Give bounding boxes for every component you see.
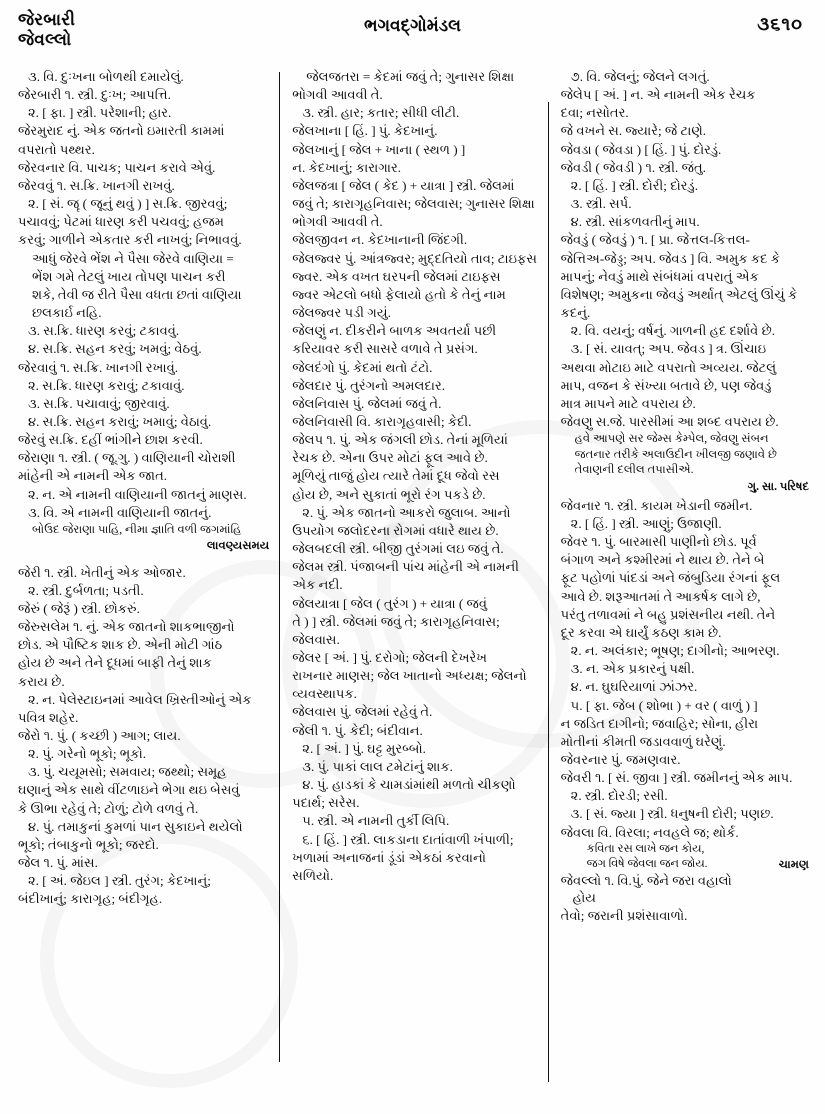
entry-continuation: માત્ર માપને માટે વપરાય છે. — [560, 395, 696, 411]
entry-continuation: માંહેની એ નામની એક જાત. — [18, 468, 168, 484]
entry-continuation: બંગાળ અને કશ્મીરમાં ને થાય છે. તેને બે — [560, 552, 765, 568]
entry-continuation: કરિયાવર કરી સાસરે વળાવે તે પ્રસંગ. — [292, 341, 478, 357]
page-header — [12, 10, 813, 66]
entry-sense: ૩. [ સં. યાવત્; અપ. જેવડ ] ત્ર. ઊંચાઇ — [570, 341, 767, 357]
entry-sense: ૬. [ હિં. ] સ્ત્રી. લાકડાના દાતાંવાળી ખંપાળી; — [302, 831, 514, 847]
entry-continuation: ખળામાં અનાજનાં ડૂંડાં એકઠાં કરવાનો — [292, 849, 487, 865]
entry-continuation: રેચક છે. એના ઉપર મોટાં ફૂલ આવે છે. — [292, 450, 488, 466]
dictionary-entry: જેરબારી ૧. સ્ત્રી. દુઃખ; આપત્તિ. — [18, 87, 171, 103]
entry-continuation: હોય છે અને તેને દૂધમાં બાફી તેનું શાક — [18, 655, 212, 671]
dictionary-entry: જેવરનાર પું. જમણવાર. — [560, 751, 681, 767]
dictionary-entry: જેલદાર પું. તુરંગનો અમલદાર. — [292, 377, 446, 393]
entry-continuation: કરવું; ગાળીને એકતાર કરી નાખવું; નિભાવવું. — [18, 232, 242, 248]
entry-continuation: આવે છે. શરૂઆતમાં તે આકર્ષક લાગે છે, — [560, 588, 761, 604]
entry-continuation: જેલવાસ. — [292, 631, 340, 647]
entry-sense: ૩. પું. ચયૂમસો; સમવાય; જથ્થો; સમૂહ — [28, 764, 227, 780]
entry-sense: ૪. સ.ક્રિ. સહન કરાવું; ખમાવું; વેઠાવું. — [28, 413, 212, 429]
dictionary-entry: જેલેપ [ અં. ] ન. એ નામની એક રેચક — [560, 87, 756, 103]
entry-continuation: સળિયો. — [292, 867, 334, 883]
entry-sense: ૨. પું. ગરેનો ભૂકો; ભૂકો. — [28, 746, 147, 762]
column-2 — [280, 68, 547, 1104]
dictionary-entry: જેલજીવન ન. કેદખાનાની જિંદગી. — [292, 232, 468, 248]
dictionary-entry: જેવનાર ૧. સ્ત્રી. કાયમ ખેડાની જમીન. — [560, 497, 753, 513]
dictionary-entry: જેલપ ૧. પું. એક જંગલી છોડ. તેનાં મૂળિયાં — [292, 432, 508, 448]
entry-example: ભેંશ ગમે તેટલું ખાય તોપણ પાચન કરી — [32, 268, 226, 284]
entry-sense: ૩. સ.ક્રિ. પચાવાવું; જીરવાવું. — [28, 395, 170, 411]
entry-sense: ૨. [ અં. ] પું. ઘટ્ટ મુરબ્બો. — [302, 740, 426, 756]
dictionary-entry: જેલમ સ્ત્રી. પંજાબની પાંચ માંહેની એ નામની — [292, 559, 520, 575]
entry-continuation: ભોગવી આવવી તે. — [292, 214, 383, 230]
entry-continuation: કરાય છે. — [18, 673, 65, 689]
dictionary-entry: જેલદંગો પું. કેદમાં થતો ટંટો. — [292, 359, 433, 375]
entry-example: આધું જેરવે ભેંશ ને પૈસા જેરવે વાણિયા = — [32, 250, 234, 266]
entry-sense: ૫. સ્ત્રી. એ નામની તુર્કી લિપિ. — [302, 813, 450, 829]
dictionary-entry: જેવલા વિ. વિરલા; નવહલે જ; થોર્ક. — [560, 824, 739, 840]
dictionary-entry: જેલજ્વર પું. આંત્રજ્વર; મુદ્દતિયો તાવ; ટાઇફસ — [292, 250, 537, 266]
entry-sense: ૨. [ હિં. ] સ્ત્રી. આણું; ઉજાણી. — [570, 515, 722, 531]
dictionary-entry: જેલવાસ પું. જેલમાં રહેવું તે. — [292, 704, 433, 720]
dictionary-entry: જેરવાવું ૧. સ.ક્રિ. ખાનગી રખાવું. — [18, 359, 179, 375]
dictionary-entry: જેરો ૧. પું. ( કચ્છી ) આગ; લાય. — [18, 727, 181, 743]
entry-sense: ૩. સ્ત્રી. સર્પ. — [570, 196, 632, 212]
entry-quotation: જતનાર તરીકે અલાઉદીન ખીલજી જણાવે છે — [574, 447, 777, 461]
entry-quotation: બોઉદ જેરાણા પાહિ, નીમા જ્ઞાતિ વળી જગમાંહિ — [32, 522, 242, 536]
entry-continuation: ન. કેદખાનું; કારાગાર. — [292, 159, 402, 175]
entry-continuation: મૂળિયું તાજું હોય ત્યારે તેમાં દૂધ જેવો રસ — [292, 468, 500, 484]
column-3 — [549, 68, 813, 1104]
entry-continuation: દૂર કરવા એ ઘાર્યું કઠણ કામ છે. — [560, 624, 722, 640]
entry-continuation: કદનું. — [560, 305, 591, 321]
entry-continuation: વ્યવસ્થાપક. — [292, 686, 357, 702]
entry-sense: ૪. સ.ક્રિ. સહન કરવું; ખમવું; વેઠવું. — [28, 341, 202, 357]
dictionary-entry: જેલખાના [ હિં. ] પું. કેદખાનું. — [292, 123, 438, 139]
entry-continuation: ઘણાનું એક સાથે વીંટળાઇને ભેગા થઇ બેસવું — [18, 782, 240, 798]
entry-continuation: જ્વર. એક વખત ઘરપની જેલમાં ટાઇફસ — [292, 268, 501, 284]
entry-verse-quotation: જગ વિષે જેવલા જન જોય. ચામણ — [586, 857, 810, 871]
entry-example: છલકાર્ઇ નહિ. — [32, 305, 102, 321]
book-title: ભગવદ્ગોમંડલ — [364, 16, 461, 35]
dictionary-entry: જેલણું ન. દીકરીને બાળક અવતર્યા પછી — [292, 323, 497, 339]
guide-word-first: જેરબારી — [18, 10, 76, 29]
entry-continuation: ભોગવી આવવી તે. — [292, 87, 383, 103]
dictionary-entry: જેલનિવાસ પું. જેલમાં જવું તે. — [292, 395, 442, 411]
entry-sense: ૪. પું. હાડકાં કે ચામડાંમાંથી મળતો ચીકણો — [302, 777, 516, 793]
entry-sense: ૨. સ્ત્રી. દુર્બળતા; પડતી. — [28, 582, 144, 598]
dictionary-entry: જેવલ્લો ૧. વિ.પું. જેને જરા વહાલો હોય — [560, 873, 732, 906]
dictionary-entry: જેલ ૧. પું. માંસ. — [18, 855, 98, 871]
dictionary-entry: જેલજત્રા [ જેલ ( કેદ ) + યાત્રા ] સ્ત્રી. જેલમાં — [292, 177, 515, 193]
entry-continuation: પદાર્થ; સરેસ. — [292, 795, 360, 811]
entry-sense: ૩. સ્ત્રી. હાર; કતાર; સીધી લીટી. — [302, 105, 460, 121]
entry-sense: ૩. વિ. દુઃખના બોળથી દમાયેલું. — [28, 69, 184, 84]
entry-continuation: પરંતુ તળાવમાં ને બહુ પ્રશંસનીય નથી. તેને — [560, 606, 776, 622]
entry-continuation: ન જડિત દાગીનો; જવાહિર; સોના, હીરા — [560, 715, 759, 731]
dictionary-entry: જેરવવું ૧. સ.ક્રિ. ખાનગી રાખવું. — [18, 177, 175, 193]
entry-verse-quotation: કવિતા રસ લાખે જન કોય, — [586, 842, 705, 855]
entry-continuation: ફૂટ પહોળાં પાંદડાં અને જંબુડિયા રંગનાં ફૂલ — [560, 570, 781, 586]
entry-continuation: જવું તે; કારાગૃહનિવાસ; જેલવાસ; ગુનાસર શિક્ષા — [292, 196, 535, 212]
dictionary-entry: જેલબદલી સ્ત્રી. બીજી તુરંગમાં લઇ જવું તે. — [292, 541, 504, 557]
entry-sense: ૨. [ હિં. ] સ્ત્રી. દોરી; દોરડું. — [570, 177, 699, 193]
dictionary-entry: જેવરી ૧. [ સં. જીવા ] સ્ત્રી. જમીનનું એક માપ. — [560, 770, 793, 786]
guide-word-last: જેવલ્લો — [18, 30, 72, 50]
entry-sense: ૩. ન. એક પ્રકારનું પક્ષી. — [570, 661, 695, 677]
entry-sense: ૨. વિ. વયનું; વર્ષનું. ગાળની હદ દર્શાવે છે. — [570, 323, 775, 339]
entry-continuation: છોડ. એ પૌષ્ટિક શાક છે. એની મોટી ગાંઠ — [18, 637, 223, 653]
entry-continuation: હોય છે, અને સુકાતાં ભૂરો રંગ પકડે છે. — [292, 486, 486, 502]
dictionary-entry: જેરી ૧. સ્ત્રી. ખેતીનું એક ઓજાર. — [18, 564, 186, 580]
dictionary-entry: જેવડી ( જેવડી ) ૧. સ્ત્રી. જંતુ. — [560, 159, 706, 175]
entry-sense: ૪. ન. ઘુઘરિયાળાં ઝાંઝર. — [570, 679, 698, 695]
dictionary-entry: જે વખને સ. જ્યારે; જે ટાણે. — [560, 123, 707, 139]
entry-sense: ૨. ન. અલંકાર; ભૂષણ; દાગીનો; આભરણ. — [570, 643, 780, 659]
dictionary-entry: જેવડું ( જેવડું ) ૧. [ પ્રા. જેત્તલ-કિત્તલ- — [560, 232, 750, 248]
entry-continuation: કે ઊભા રહેવું તે; ટોળું; ટોળે વળવું તે. — [18, 800, 199, 816]
entry-continuation: તે ) ] સ્ત્રી. જેલમાં જવું તે; કારાગૃહનિવાસ; — [292, 613, 500, 629]
quotation-source: ચામણ — [778, 857, 810, 871]
dictionary-entry: જેરવું સ.ક્રિ. દહીં ભાંગીને છાશ કરવી. — [18, 432, 203, 448]
entry-sense: ૫. [ ફા. જેબ ( શોભા ) + વર ( વાળું ) ] — [570, 697, 758, 713]
dictionary-entry: જેરવનાર વિ. પાચક; પાચન કરાવે એવું. — [18, 159, 216, 175]
entry-sense: ૨. [ સં. જૄ ( જૂનું થવું ) ] સ.ક્રિ. જીરવવું; — [28, 196, 228, 212]
entry-sense: ૩. સ.ક્રિ. ધારણ કરવું; ટકાવવું. — [28, 323, 180, 339]
dictionary-entry: જેવર ૧. પું. બારમાસી પાણીનો છોડ. પૂર્વ — [560, 534, 757, 550]
dictionary-entry: જેરું ( જેરૂં ) સ્ત્રી. છોકરું. — [18, 600, 140, 616]
entry-spacer — [18, 557, 269, 564]
entry-example: શકે, તેવી જ રીતે પૈસા વધતા છતાં વાણિયા — [32, 286, 242, 302]
dictionary-entry: જેલયાત્રા [ જેલ ( તુરંગ ) + યાત્રા ( જવું — [292, 595, 488, 611]
entry-sense: ૩. [ સં. જ્યા ] સ્ત્રી. ધનુષની દોરી; પણછ. — [570, 806, 774, 822]
dictionary-entry: જેરમુરાદ નું. એક જતનો ઇમારતી કામમાં — [18, 123, 225, 139]
entry-continuation: રાખનાર માણસ; જેલ ખાતાનો અધ્યક્ષ; જેલનો — [292, 668, 527, 684]
entry-continuation: મોતીનાં કીમતી જડાવવાળું ઘરેણું. — [560, 733, 726, 749]
entry-sense: ૪. સ્ત્રી. સાંકળવતીનું માપ. — [570, 214, 700, 230]
entry-continuation: જેત્તિઅ-જેડ્ડ; અપ. જેવડ ] વિ. અમુક કદ કે — [560, 250, 781, 266]
entry-continuation: પવિત્ર શહેર. — [18, 709, 79, 725]
dictionary-entry: જેરાણા ૧. સ્ત્રી. ( જૂ.ગુ. ) વાણિયાની ચોરાશી — [18, 450, 236, 466]
entry-continuation: બંદીખાનું; કારાગૃહ; બંદીગૃહ. — [18, 891, 163, 907]
entry-continuation: પચાવવું; પેટમાં ધારણ કરી પચવવું; હજમ — [18, 214, 224, 230]
dictionary-entry: જેવણુ સ.જે. પારસીમાં આ શબ્દ વપરાય છે. — [560, 413, 779, 429]
entry-sense: ૨. સ.ક્રિ. ધારણ કરાવું; ટકાવાવું. — [28, 377, 185, 393]
entry-sense: ૩. પું. પાકાં લાલ ટમેટાંનું શાક. — [302, 758, 453, 774]
entry-continuation: માપ, વજન કે સંખ્યા બતાવે છે, પણ જેવડું — [560, 377, 772, 393]
entry-sense: ૪. પું. તમાકુનાં કુમળાં પાન સુકાઇને થયેલો — [28, 818, 243, 834]
dictionary-entry: જેવડા ( જેવડા ) [ હિં. ] પું. દોરડું. — [560, 141, 722, 157]
quotation-source: ગુ. સા. પરિષદ — [747, 479, 810, 493]
entry-sense: ૨. સ્ત્રી. દોરડી; રસી. — [570, 788, 668, 804]
quotation-source: લાવણ્યસમય — [206, 539, 270, 553]
entry-sense: ૨. ન. એ નામની વાણિયાની જાતનું માણસ. — [28, 486, 247, 502]
entry-continuation: વિશેષણ; અમુકના જેવડું અર્થાત્ એટલું ઊંચું કે — [560, 286, 798, 302]
dictionary-entry: જેલર [ અં. ] પું. દરોગો; જેલની દેખરેખ — [292, 650, 488, 665]
dictionary-entry: જેલખાનું [ જેલ + ખાના ( સ્થળ ) ] — [292, 141, 466, 157]
dictionary-entry: જેલનિવાસી વિ. કારાગૃહવાસી; કેદી. — [292, 413, 472, 429]
entry-continuation: વપરાતો પથ્થર. — [18, 141, 95, 157]
entry-sense: ૩. વિ. એ નામની વાણિયાની જાતનું. — [28, 504, 212, 520]
entry-example: જેલજતરા = કેદમાં જવું તે; ગુનાસર શિક્ષા — [306, 69, 515, 84]
entry-continuation: માપનું; નેવડું માથે સંબંધમાં વપરાતું એક — [560, 268, 759, 284]
entry-continuation: અથવા મોટાઇ માટે વપરાતો અવ્યય. જેટલું — [560, 359, 777, 375]
entry-continuation: તેવો; જરાની પ્રશંસાવાળો. — [560, 908, 688, 924]
entry-sense: ૨. [ ફા. ] સ્ત્રી. પરેશાની; હાર. — [28, 105, 172, 121]
dictionary-entry: જેલી ૧. પું. કેદી; બંદીવાન. — [292, 722, 423, 738]
column-1 — [12, 68, 279, 1104]
page-number: ૩૬૧૦ — [757, 14, 803, 34]
entry-sense: ૨. પું. એક જાતનો આકરો જુલાબ. આનો — [302, 504, 511, 520]
entry-quotation: તેવાણની દલીલ તપાસીએ. — [574, 463, 694, 477]
entry-sense: ૭. વિ. જેલનું; જેલને લગતું. — [570, 69, 710, 84]
entry-continuation: જેલજ્વર પડી ગયું. — [292, 305, 391, 321]
text-columns — [12, 68, 813, 1104]
dictionary-entry: જેરુસલેમ ૧. નું. એક જાતનો શાકભાજીનો — [18, 619, 235, 635]
entry-continuation: દવા; નસોતર. — [560, 105, 629, 121]
entry-quotation: હવે આપણે સર જેમ્સ કેમ્પેલ, જેવણુ સંબન — [574, 432, 769, 446]
entry-sense: ૨. ન. પેલેસ્ટાઇનમાં આવેલ ખ્રિસ્તીઓનું એક — [28, 691, 252, 707]
entry-continuation: ભૂકો; તંબાકુનો ભૂકો; જરદો. — [18, 836, 159, 852]
entry-continuation: જ્વર એટલો બધો ફેલાયો હતો કે તેનું નામ — [292, 286, 506, 302]
entry-continuation: એક નદી. — [292, 577, 343, 593]
entry-continuation: ઉપયોગ જલોદરના રોગમાં વધારે થાય છે. — [292, 522, 499, 538]
entry-sense: ૨. [ અં. જેઇલ ] સ્ત્રી. તુરંગ; કેદખાનું; — [28, 873, 211, 889]
